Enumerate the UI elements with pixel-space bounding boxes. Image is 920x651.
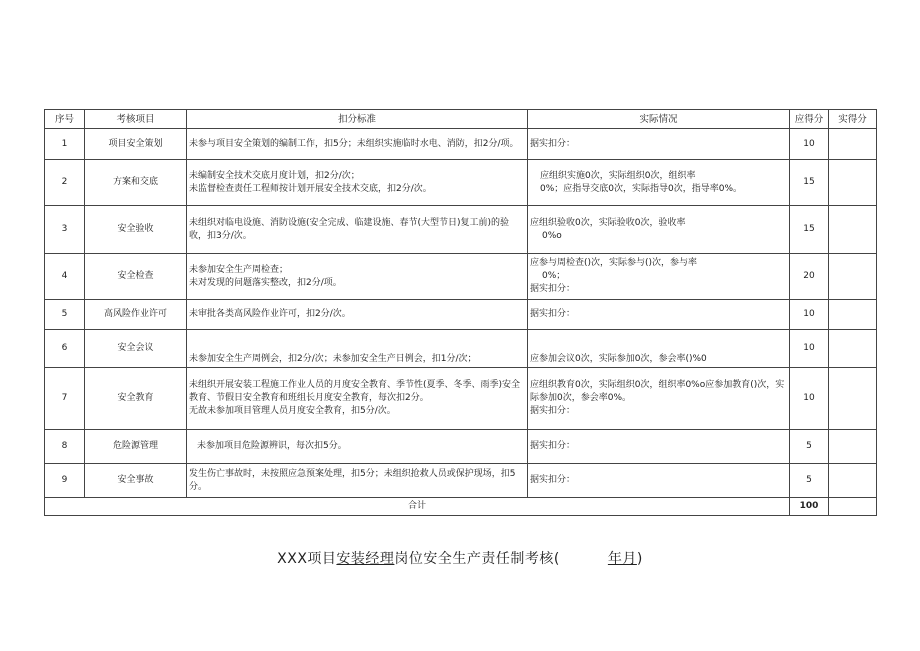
- row-item: 安全验收: [85, 206, 187, 254]
- row-actual: 应组织验收0次，实际验收0次，验收率 0%o: [528, 206, 790, 254]
- row-no: 6: [45, 330, 85, 368]
- table-row: [45, 160, 877, 206]
- row-standard: 未审批各类高风险作业许可，扣2分/次。: [187, 300, 528, 330]
- row-actual: 据实扣分：: [528, 430, 790, 464]
- row-no: 1: [45, 129, 85, 160]
- row-item: 安全会议: [85, 330, 187, 368]
- table-row: [45, 129, 877, 160]
- row-actual-score[interactable]: [829, 464, 877, 498]
- row-actual-score[interactable]: [829, 430, 877, 464]
- table-row: [45, 430, 877, 464]
- row-actual: 应参与周检查()次，实际参与()次，参与率 0%； 据实扣分：: [528, 254, 790, 300]
- header-actual-score: 实得分: [829, 110, 877, 129]
- header-actual: 实际情况: [528, 110, 790, 129]
- row-actual-score[interactable]: [829, 300, 877, 330]
- row-actual-score[interactable]: [829, 160, 877, 206]
- title-project: XXX项目: [277, 551, 337, 567]
- row-score: 15: [790, 206, 829, 254]
- row-no: 3: [45, 206, 85, 254]
- row-score: 10: [790, 368, 829, 430]
- row-standard: 未编制安全技术交底月度计划，扣2分/次； 未监督检查责任工程师按计划开展安全技术交底，扣2分/次。: [187, 160, 528, 206]
- row-actual-score[interactable]: [829, 206, 877, 254]
- row-item: 安全教育: [85, 368, 187, 430]
- total-score: 100: [790, 498, 829, 516]
- row-score: 5: [790, 464, 829, 498]
- total-row: [45, 498, 877, 516]
- assessment-table: [44, 109, 877, 516]
- row-no: 9: [45, 464, 85, 498]
- row-item: 高风险作业许可: [85, 300, 187, 330]
- row-standard: 未组织对临电设施、消防设施(安全完成、临建设施、春节(大型节日)复工前)的验收，扣3分/次。: [187, 206, 528, 254]
- header-no: 序号: [45, 110, 85, 129]
- table-row: [45, 330, 877, 368]
- total-actual-score[interactable]: [829, 498, 877, 516]
- row-actual: 据实扣分：: [528, 129, 790, 160]
- row-actual-score[interactable]: [829, 254, 877, 300]
- header-item: 考核项目: [85, 110, 187, 129]
- row-standard: 未组织开展安装工程施工作业人员的月度安全教育、季节性(夏季、冬季、雨季)安全教育、节假日安全教育和班组长月度安全教育，每次扣2分。 无故未参加项目管理人员月度安全教育，扣5分/次。: [187, 368, 528, 430]
- row-standard: 未参加安全生产周例会，扣2分/次；未参加安全生产日例会，扣1分/次；: [187, 330, 528, 368]
- table-row: [45, 368, 877, 430]
- row-actual: 据实扣分：: [528, 464, 790, 498]
- row-score: 15: [790, 160, 829, 206]
- title-date: 年月: [607, 551, 637, 567]
- row-no: 2: [45, 160, 85, 206]
- header-score: 应得分: [790, 110, 829, 129]
- row-actual: 应组织教育0次，实际组织0次，组织率0%o应参加教育()次，实际参加0次，参会率0%。 据实扣分：: [528, 368, 790, 430]
- row-score: 10: [790, 300, 829, 330]
- row-item: 安全检查: [85, 254, 187, 300]
- header-standard: 扣分标准: [187, 110, 528, 129]
- table-row: [45, 254, 877, 300]
- row-actual-score[interactable]: [829, 330, 877, 368]
- row-item: 项目安全策划: [85, 129, 187, 160]
- row-no: 5: [45, 300, 85, 330]
- row-actual: 据实扣分：: [528, 300, 790, 330]
- table-row: [45, 464, 877, 498]
- row-actual-score[interactable]: [829, 129, 877, 160]
- row-no: 4: [45, 254, 85, 300]
- row-standard: 发生伤亡事故时，未按照应急预案处理，扣5分；未组织抢救人员或保护现场，扣5分。: [187, 464, 528, 498]
- row-no: 7: [45, 368, 85, 430]
- row-score: 5: [790, 430, 829, 464]
- row-standard: 未参加安全生产周检查； 未对发现的问题落实整改，扣2分/项。: [187, 254, 528, 300]
- row-actual: 应组织实施0次，实际组织0次，组织率 0%；应指导交底0次，实际指导0次，指导率0%。: [528, 160, 790, 206]
- title-role: 安装经理: [336, 551, 395, 567]
- row-item: 危险源管理: [85, 430, 187, 464]
- row-no: 8: [45, 430, 85, 464]
- title-close: ): [636, 551, 643, 567]
- total-label: 合计: [45, 498, 790, 516]
- row-standard: 未参加项目危险源辨识，每次扣5分。: [187, 430, 528, 464]
- page-title: [0, 548, 920, 568]
- row-score: 20: [790, 254, 829, 300]
- title-main: 岗位安全生产责任制考核(: [394, 551, 560, 567]
- table-header-row: [45, 110, 877, 129]
- row-standard: 未参与项目安全策划的编制工作，扣5分；未组织实施临时水电、消防，扣2分/项。: [187, 129, 528, 160]
- row-item: 安全事故: [85, 464, 187, 498]
- row-actual: 应参加会议0次，实际参加0次，参会率()%0: [528, 330, 790, 368]
- row-score: 10: [790, 330, 829, 368]
- row-item: 方案和交底: [85, 160, 187, 206]
- row-actual-score[interactable]: [829, 368, 877, 430]
- row-score: 10: [790, 129, 829, 160]
- table-row: [45, 300, 877, 330]
- table-row: [45, 206, 877, 254]
